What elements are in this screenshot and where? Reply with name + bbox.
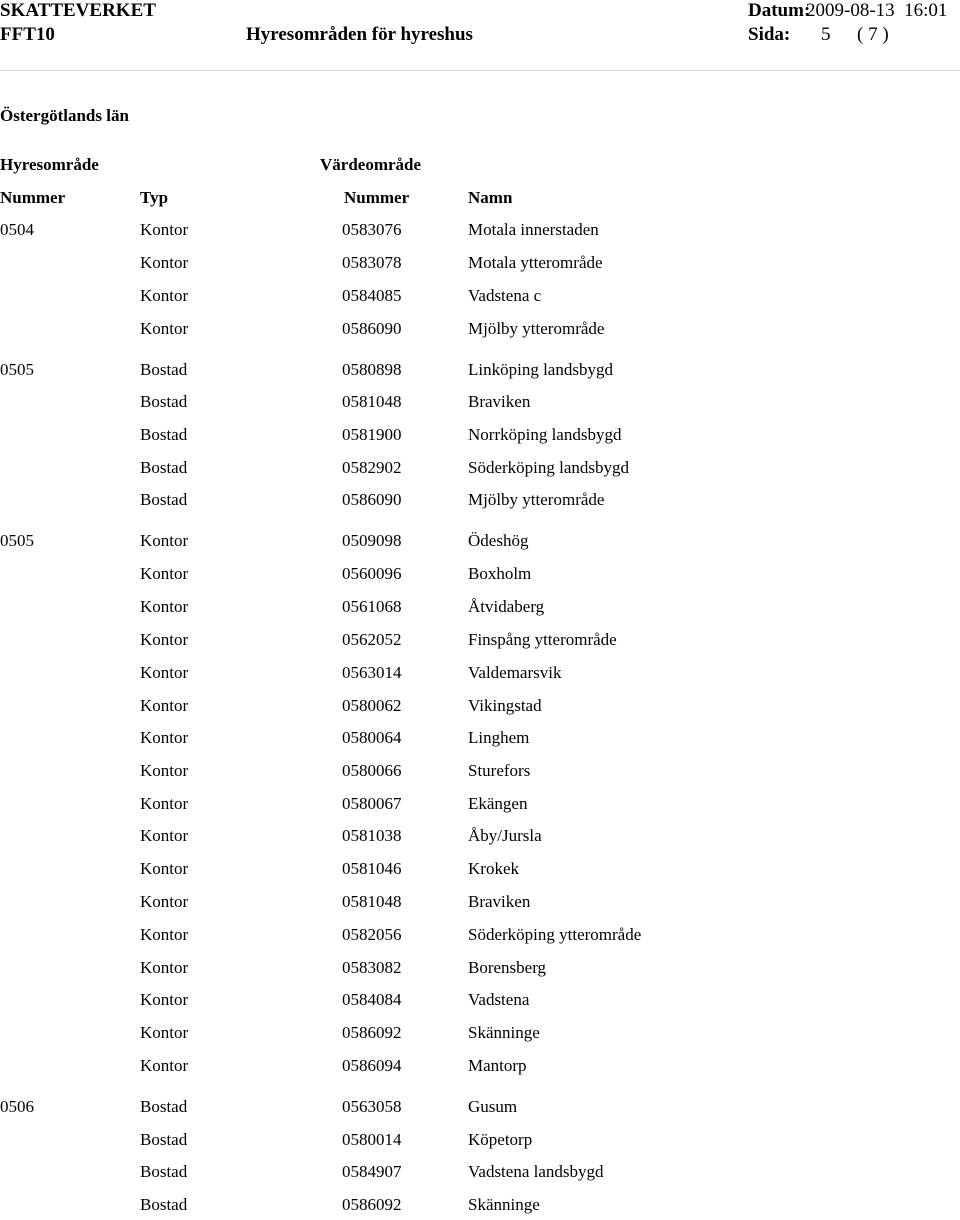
cell-vo-nummer: 0560096 <box>342 564 402 583</box>
cell-namn: Ekängen <box>468 794 528 813</box>
table-row <box>0 1131 960 1155</box>
table-row <box>0 254 960 278</box>
cell-namn: Motala innerstaden <box>468 220 599 239</box>
cell-namn: Skänninge <box>468 1195 540 1214</box>
cell-vo-nummer: 0586092 <box>342 1023 402 1042</box>
cell-typ: Kontor <box>140 564 189 583</box>
table-row <box>0 598 960 622</box>
table-row <box>0 631 960 655</box>
cell-namn: Motala ytterområde <box>468 253 603 272</box>
cell-typ: Kontor <box>140 663 189 682</box>
cell-typ: Bostad <box>140 1097 188 1116</box>
cell-vo-nummer: 0562052 <box>342 630 402 649</box>
column-header-vo-nummer: Nummer <box>344 188 410 207</box>
cell-namn: Sturefors <box>468 761 531 780</box>
table-row <box>0 729 960 753</box>
cell-namn: Borensberg <box>468 958 547 977</box>
cell-typ: Kontor <box>140 220 189 239</box>
cell-vo-nummer: 0580064 <box>342 728 402 747</box>
cell-namn: Norrköping landsbygd <box>468 425 622 444</box>
cell-vo-nummer: 0509098 <box>342 531 402 550</box>
cell-typ: Kontor <box>140 892 189 911</box>
cell-vo-nummer: 0580067 <box>342 794 402 813</box>
cell-namn: Åby/Jursla <box>468 826 542 845</box>
cell-namn: Mjölby ytterområde <box>468 319 605 338</box>
cell-vo-nummer: 0580014 <box>342 1130 402 1149</box>
cell-namn: Gusum <box>468 1097 518 1116</box>
table-row <box>0 697 960 721</box>
cell-vo-nummer: 0586092 <box>342 1195 402 1214</box>
cell-typ: Kontor <box>140 630 189 649</box>
table-row <box>0 762 960 786</box>
page-label: Sida: <box>748 24 791 45</box>
table-row <box>0 320 960 344</box>
cell-typ: Kontor <box>140 531 189 550</box>
table-row <box>0 1098 960 1122</box>
table-row <box>0 959 960 983</box>
cell-typ: Bostad <box>140 458 188 477</box>
cell-typ: Kontor <box>140 728 189 747</box>
cell-typ: Kontor <box>140 925 189 944</box>
table-row <box>0 893 960 917</box>
cell-vo-nummer: 0563058 <box>342 1097 402 1116</box>
cell-namn: Köpetorp <box>468 1130 533 1149</box>
table-row <box>0 795 960 819</box>
cell-typ: Kontor <box>140 1023 189 1042</box>
cell-namn: Skänninge <box>468 1023 540 1042</box>
report-title: Hyresområden för hyreshus <box>246 24 473 45</box>
cell-vo-nummer: 0563014 <box>342 663 402 682</box>
cell-vo-nummer: 0580898 <box>342 360 402 379</box>
table-row <box>0 860 960 884</box>
cell-vo-nummer: 0581046 <box>342 859 402 878</box>
table-row <box>0 361 960 385</box>
table-row <box>0 664 960 688</box>
cell-typ: Kontor <box>140 597 189 616</box>
cell-namn: Finspång ytterområde <box>468 630 617 649</box>
cell-typ: Kontor <box>140 696 189 715</box>
cell-typ: Kontor <box>140 958 189 977</box>
table-row <box>0 491 960 515</box>
cell-vo-nummer: 0583076 <box>342 220 402 239</box>
cell-vo-nummer: 0561068 <box>342 597 402 616</box>
cell-namn: Boxholm <box>468 564 532 583</box>
cell-nummer: 0505 <box>0 531 34 550</box>
cell-vo-nummer: 0586090 <box>342 319 402 338</box>
table-row <box>0 393 960 417</box>
cell-namn: Linköping landsbygd <box>468 360 613 379</box>
table-row <box>0 532 960 556</box>
cell-typ: Bostad <box>140 360 188 379</box>
cell-typ: Kontor <box>140 319 189 338</box>
group-header-hyresomrade: Hyresområde <box>0 155 99 174</box>
table-row <box>0 1024 960 1048</box>
cell-namn: Braviken <box>468 892 531 911</box>
date-value: 2009-08-13 16:01 <box>806 0 948 21</box>
table-row <box>0 926 960 950</box>
cell-typ: Bostad <box>140 1162 188 1181</box>
cell-vo-nummer: 0586090 <box>342 490 402 509</box>
cell-typ: Bostad <box>140 425 188 444</box>
cell-typ: Kontor <box>140 761 189 780</box>
cell-namn: Linghem <box>468 728 530 747</box>
cell-namn: Vadstena landsbygd <box>468 1162 604 1181</box>
table-row <box>0 459 960 483</box>
cell-vo-nummer: 0581038 <box>342 826 402 845</box>
date-label: Datum: <box>748 0 811 21</box>
cell-typ: Kontor <box>140 990 189 1009</box>
cell-typ: Kontor <box>140 794 189 813</box>
cell-namn: Vadstena c <box>468 286 542 305</box>
page-number: 5 <box>821 24 831 45</box>
cell-namn: Mantorp <box>468 1056 527 1075</box>
cell-namn: Valdemarsvik <box>468 663 562 682</box>
table-row <box>0 221 960 245</box>
cell-typ: Bostad <box>140 392 188 411</box>
cell-vo-nummer: 0583078 <box>342 253 402 272</box>
cell-typ: Bostad <box>140 1195 188 1214</box>
cell-vo-nummer: 0584085 <box>342 286 402 305</box>
table-row <box>0 1057 960 1081</box>
cell-typ: Kontor <box>140 1056 189 1075</box>
cell-vo-nummer: 0581900 <box>342 425 402 444</box>
cell-vo-nummer: 0582056 <box>342 925 402 944</box>
cell-vo-nummer: 0584907 <box>342 1162 402 1181</box>
cell-nummer: 0505 <box>0 360 34 379</box>
column-header-namn: Namn <box>468 188 513 207</box>
table-row <box>0 827 960 851</box>
table-row <box>0 1196 960 1220</box>
cell-typ: Kontor <box>140 859 189 878</box>
cell-namn: Vikingstad <box>468 696 542 715</box>
cell-typ: Bostad <box>140 490 188 509</box>
table-row <box>0 287 960 311</box>
cell-vo-nummer: 0584084 <box>342 990 402 1009</box>
form-code: FFT10 <box>0 24 55 45</box>
cell-vo-nummer: 0580066 <box>342 761 402 780</box>
cell-namn: Söderköping ytterområde <box>468 925 642 944</box>
cell-namn: Åtvidaberg <box>468 597 545 616</box>
group-header-vardeomrade: Värdeområde <box>320 155 422 174</box>
page-total: ( 7 ) <box>857 24 889 45</box>
cell-namn: Krokek <box>468 859 519 878</box>
cell-typ: Bostad <box>140 1130 188 1149</box>
cell-vo-nummer: 0586094 <box>342 1056 402 1075</box>
cell-vo-nummer: 0581048 <box>342 892 402 911</box>
cell-namn: Ödeshög <box>468 531 529 550</box>
cell-vo-nummer: 0581048 <box>342 392 402 411</box>
table-row <box>0 565 960 589</box>
cell-namn: Braviken <box>468 392 531 411</box>
cell-namn: Söderköping landsbygd <box>468 458 630 477</box>
cell-nummer: 0504 <box>0 220 34 239</box>
table-row <box>0 426 960 450</box>
column-header-nummer: Nummer <box>0 188 66 207</box>
cell-nummer: 0506 <box>0 1097 34 1116</box>
column-header-typ: Typ <box>140 188 169 207</box>
cell-vo-nummer: 0580062 <box>342 696 402 715</box>
cell-typ: Kontor <box>140 286 189 305</box>
table-row <box>0 1163 960 1187</box>
cell-vo-nummer: 0582902 <box>342 458 402 477</box>
agency-name: SKATTEVERKET <box>0 0 156 21</box>
cell-typ: Kontor <box>140 826 189 845</box>
cell-vo-nummer: 0583082 <box>342 958 402 977</box>
cell-namn: Mjölby ytterområde <box>468 490 605 509</box>
cell-typ: Kontor <box>140 253 189 272</box>
county-heading: Östergötlands län <box>0 106 129 125</box>
cell-namn: Vadstena <box>468 990 530 1009</box>
table-row <box>0 991 960 1015</box>
